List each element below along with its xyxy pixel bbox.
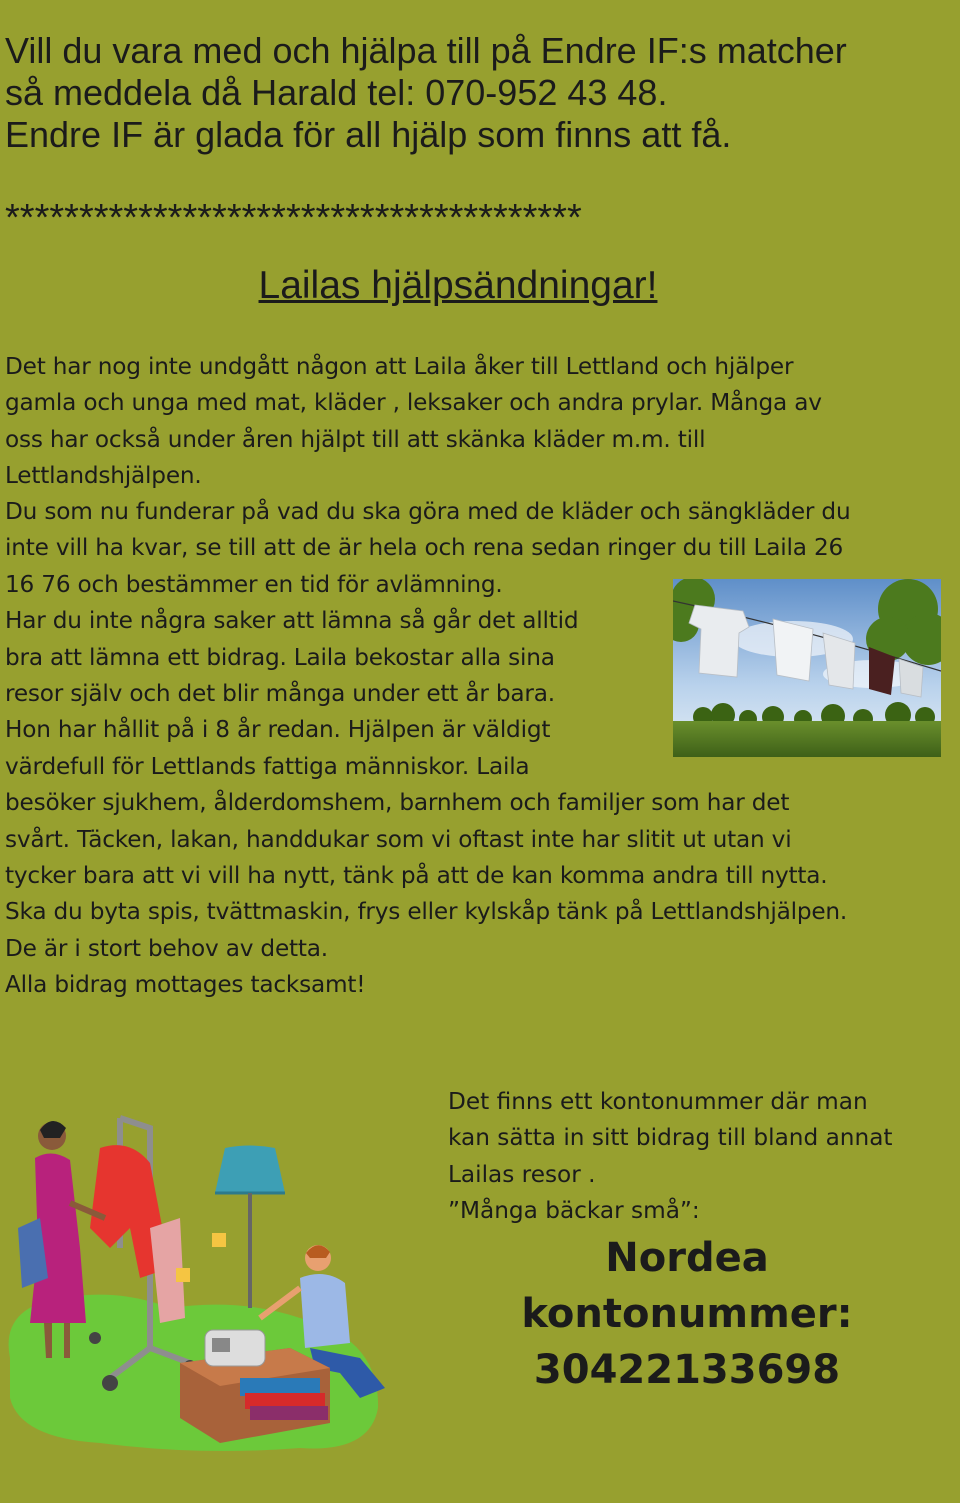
- paragraph-line: Hon har hållit på i 8 år redan. Hjälpen är väldigt: [5, 716, 551, 744]
- paragraph-line: värdefull för Lettlands fattiga människor. Laila: [5, 752, 530, 780]
- paragraph-line: tycker bara att vi vill ha nytt, tänk på att de kan komma andra till nytta.: [5, 862, 828, 890]
- paragraph-line: bra att lämna ett bidrag. Laila bekostar alla sina: [5, 643, 555, 671]
- paragraph-line: oss har också under åren hjälpt till att skänka kläder m.m. till: [5, 425, 706, 453]
- paragraph-line: De är i stort behov av detta.: [5, 934, 328, 962]
- flea-market-clipart: [0, 1108, 400, 1458]
- paragraph-intro: [5, 349, 925, 495]
- paragraph-line: svårt. Täcken, lakan, handdukar som vi oftast inte har slitit ut utan vi: [5, 825, 792, 853]
- account-label: Nordea kontonummer:: [521, 1235, 853, 1337]
- donation-line: ”Många bäckar små”:: [448, 1197, 700, 1225]
- account-block: [448, 1230, 926, 1398]
- paragraph-line: besöker sjukhem, ålderdomshem, barnhem och familjer som har det: [5, 789, 790, 817]
- intro-line: så meddela då Harald tel: 070-952 43 48.: [5, 72, 668, 113]
- clothesline-photo: [673, 579, 941, 757]
- intro-text: [5, 30, 945, 156]
- page-title: Lailas hjälpsändningar!: [258, 264, 658, 307]
- paragraph-line: Det har nog inte undgått någon att Laila åker till Lettland och hjälper: [5, 353, 794, 380]
- donation-line: Det finns ett kontonummer där man: [448, 1088, 868, 1115]
- paragraph-line: Ska du byta spis, tvättmaskin, frys eller kylskåp tänk på Lettlandshjälpen.: [5, 898, 848, 926]
- intro-line: Vill du vara med och hjälpa till på Endre IF:s matcher: [5, 30, 847, 71]
- paragraph-line: Lettlandshjälpen.: [5, 462, 202, 490]
- donation-info: [448, 1084, 948, 1230]
- paragraph-line: 16 76 och bestämmer en tid för avlämning.: [5, 570, 503, 598]
- donation-line: kan sätta in sitt bidrag till bland annat: [448, 1124, 893, 1152]
- paragraph-line: resor själv och det blir många under ett år bara.: [5, 680, 555, 708]
- paragraph-line: Har du inte några saker att lämna så går det alltid: [5, 607, 579, 635]
- paragraph-line: Alla bidrag mottages tacksamt!: [5, 971, 366, 999]
- separator: ***************************************: [5, 197, 582, 239]
- donation-line: Lailas resor .: [448, 1160, 596, 1188]
- intro-line: Endre IF är glada för all hjälp som finns att få.: [5, 114, 732, 155]
- paragraph-line: Du som nu funderar på vad du ska göra med de kläder och sängkläder du: [5, 498, 851, 525]
- paragraph-line: gamla och unga med mat, kläder , leksaker och andra prylar. Många av: [5, 389, 822, 417]
- paragraph-line: inte vill ha kvar, se till att de är hela och rena sedan ringer du till Laila 26: [5, 534, 844, 562]
- account-number: 30422133698: [533, 1347, 841, 1393]
